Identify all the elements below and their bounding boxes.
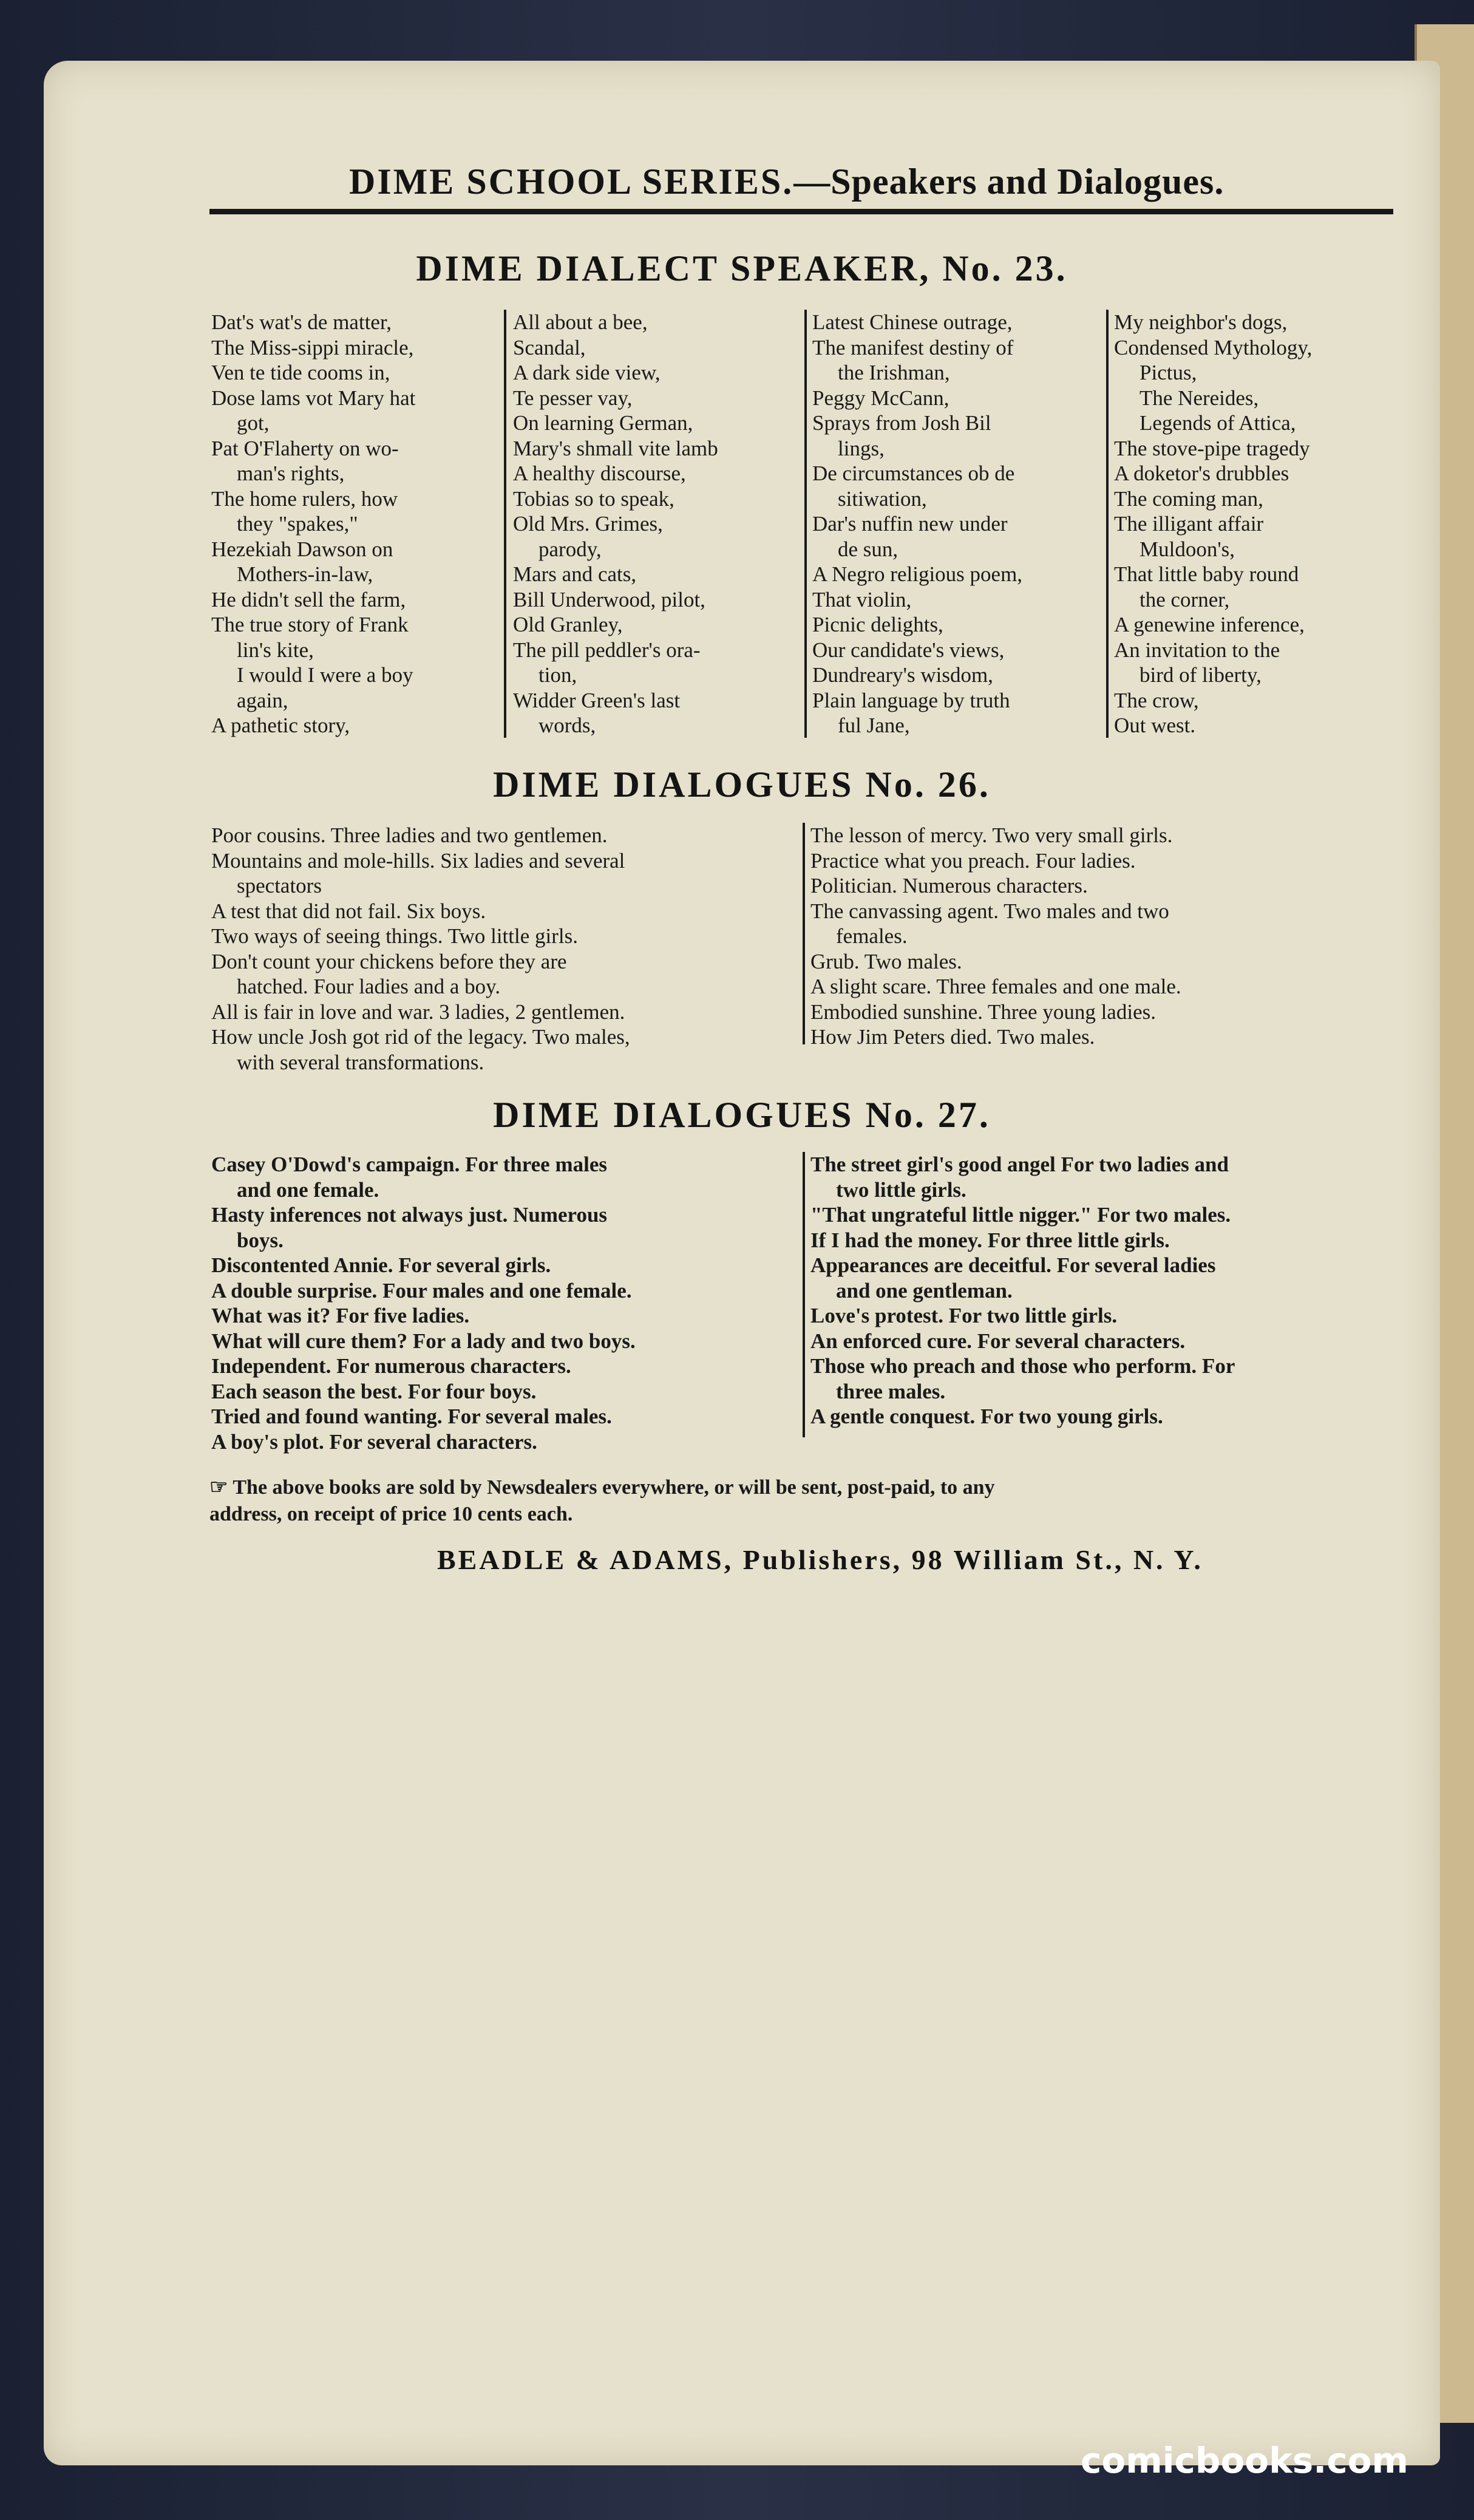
section-title: DIME DIALOGUES No. 26.	[493, 765, 991, 805]
dialogues-27-column-1	[211, 1152, 636, 1454]
catalog-entry: Embodied sunshine. Three young ladies.	[810, 999, 1156, 1024]
catalog-entry: An enforced cure. For several characters.	[810, 1329, 1186, 1353]
column-divider	[803, 1152, 805, 1437]
catalog-entry: A pathetic story,	[211, 713, 350, 737]
catalog-entry: The Miss-sippi miracle,	[211, 335, 414, 359]
catalog-entry: Peggy McCann,	[812, 386, 949, 410]
catalog-entry: Hasty inferences not always just. Numerous	[211, 1203, 608, 1227]
catalog-entry: The coming man,	[1114, 486, 1263, 511]
catalog-entry: man's rights,	[237, 461, 345, 485]
catalog-entry: Widder Green's last	[513, 688, 681, 712]
catalog-entry: The lesson of mercy. Two very small girls.	[810, 823, 1173, 847]
catalog-entry: Te pesser vay,	[513, 386, 633, 410]
catalog-entry: The pill peddler's ora-	[513, 638, 701, 662]
catalog-entry: The true story of Frank	[211, 613, 409, 636]
page-header	[349, 161, 1260, 203]
catalog-entry: Discontented Annie. For several girls.	[211, 1253, 551, 1277]
ordering-note	[209, 1474, 1393, 1528]
section-title: DIME DIALECT SPEAKER, No. 23.	[416, 248, 1068, 288]
catalog-entry: What will cure them? For a lady and two boys.	[211, 1329, 636, 1353]
catalog-entry: Appearances are deceitful. For several ladies	[810, 1253, 1216, 1277]
catalog-entry: Scandal,	[513, 335, 586, 359]
catalog-entry: Plain language by truth	[812, 688, 1010, 712]
catalog-entry: All about a bee,	[513, 310, 648, 334]
catalog-entry: Dar's nuffin new under	[812, 512, 1008, 536]
dialogues-26-column-2	[810, 823, 1181, 1050]
catalog-entry: A slight scare. Three females and one male.	[810, 975, 1181, 998]
catalog-entry: Each season the best. For four boys.	[211, 1379, 537, 1403]
catalog-entry: Dundreary's wisdom,	[812, 663, 993, 687]
catalog-entry: Mary's shmall vite lamb	[513, 436, 718, 460]
catalog-entry: again,	[237, 688, 288, 712]
catalog-entry: spectators	[237, 874, 322, 897]
catalog-entry: De circumstances ob de	[812, 461, 1015, 485]
catalog-entry: A Negro religious poem,	[812, 562, 1023, 586]
catalog-entry: Practice what you preach. Four ladies.	[810, 848, 1136, 873]
catalog-entry: Picnic delights,	[812, 613, 943, 636]
catalog-entry: got,	[237, 411, 270, 435]
catalog-entry: All is fair in love and war. 3 ladies, 2 gentlemen.	[211, 999, 625, 1024]
catalog-entry: Don't count your chickens before they are	[211, 949, 567, 973]
catalog-entry: Ven te tide cooms in,	[211, 361, 390, 384]
catalog-entry: lings,	[838, 436, 885, 460]
dialogues-27-column-2	[810, 1152, 1235, 1429]
catalog-entry: Latest Chinese outrage,	[812, 310, 1013, 334]
catalog-entry: parody,	[538, 537, 602, 561]
catalog-entry: Dat's wat's de matter,	[211, 310, 392, 334]
catalog-entry: My neighbor's dogs,	[1114, 310, 1288, 334]
catalog-entry: A gentle conquest. For two young girls.	[810, 1405, 1163, 1428]
catalog-entry: they "spakes,"	[237, 512, 358, 536]
catalog-entry: Poor cousins. Three ladies and two gentlemen.	[211, 823, 608, 847]
section-title: DIME DIALOGUES No. 27.	[493, 1095, 991, 1135]
publisher-imprint: BEADLE & ADAMS, Publishers, 98 William St., N. Y.	[437, 1544, 1203, 1575]
catalog-entry: ful Jane,	[838, 713, 910, 737]
catalog-entry: If I had the money. For three little girls.	[810, 1228, 1170, 1252]
speaker-column-3	[812, 310, 1022, 738]
catalog-entry: two little girls.	[836, 1177, 966, 1202]
catalog-entry: How Jim Peters died. Two males.	[810, 1025, 1095, 1049]
catalog-entry: Legends of Attica,	[1139, 411, 1296, 435]
catalog-entry: On learning German,	[513, 411, 693, 435]
catalog-entry: Pat O'Flaherty on wo-	[211, 436, 399, 460]
catalog-entry: the Irishman,	[838, 361, 950, 384]
catalog-entry: Politician. Numerous characters.	[810, 874, 1088, 897]
catalog-entry: A double surprise. Four males and one female.	[211, 1278, 632, 1303]
catalog-entry: the corner,	[1139, 587, 1230, 611]
series-subtitle: —Speakers and Dialogues.	[793, 162, 1224, 202]
catalog-entry: Old Granley,	[513, 613, 623, 636]
catalog-entry: Mountains and mole-hills. Six ladies and several	[211, 848, 625, 873]
catalog-entry: What was it? For five ladies.	[211, 1304, 470, 1327]
catalog-entry: Love's protest. For two little girls.	[810, 1304, 1118, 1327]
catalog-entry: How uncle Josh got rid of the legacy. Two males,	[211, 1025, 630, 1049]
catalog-entry: That little baby round	[1114, 562, 1299, 586]
catalog-entry: A boy's plot. For several characters.	[211, 1429, 537, 1454]
catalog-entry: A genewine inference,	[1114, 613, 1305, 636]
catalog-entry: females.	[836, 924, 908, 948]
catalog-entry: The crow,	[1114, 688, 1199, 712]
column-divider	[803, 823, 805, 1044]
catalog-entry: and one gentleman.	[836, 1278, 1013, 1303]
catalog-entry: Tobias so to speak,	[513, 486, 674, 511]
catalog-entry: hatched. Four ladies and a boy.	[237, 975, 501, 998]
catalog-entry: "That ungrateful little nigger." For two males.	[810, 1203, 1231, 1227]
catalog-entry: Tried and found wanting. For several males.	[211, 1405, 612, 1428]
site-watermark: comicbooks.com	[1081, 2440, 1408, 2481]
catalog-entry: three males.	[836, 1379, 946, 1403]
catalog-entry: and one female.	[237, 1177, 379, 1202]
catalog-entry: The street girl's good angel For two ladies and	[810, 1153, 1229, 1176]
catalog-entry: bird of liberty,	[1139, 663, 1262, 687]
catalog-entry: The stove-pipe tragedy	[1114, 436, 1310, 460]
catalog-entry: sitiwation,	[838, 486, 927, 511]
catalog-entry: Grub. Two males.	[810, 949, 962, 973]
column-divider	[804, 310, 807, 738]
catalog-entry: Dose lams vot Mary hat	[211, 386, 416, 410]
catalog-entry: Our candidate's views,	[812, 638, 1005, 662]
ordering-note-line-1: ☞ The above books are sold by Newsdealers everywhere, or will be sent, post-paid, to any	[209, 1476, 995, 1499]
series-title: DIME SCHOOL SERIES.	[349, 162, 794, 202]
catalog-entry: Pictus,	[1139, 361, 1197, 384]
catalog-entry: boys.	[237, 1228, 284, 1252]
catalog-entry: Muldoon's,	[1139, 537, 1235, 561]
catalog-entry: I would I were a boy	[237, 663, 413, 687]
catalog-entry: Condensed Mythology,	[1114, 335, 1313, 359]
catalog-entry: A test that did not fail. Six boys.	[211, 899, 486, 923]
catalog-entry: Mothers-in-law,	[237, 562, 373, 586]
catalog-entry: Mars and cats,	[513, 562, 637, 586]
catalog-entry: Bill Underwood, pilot,	[513, 587, 705, 611]
catalog-entry: with several transformations.	[237, 1050, 484, 1074]
speaker-column-2	[513, 310, 718, 738]
ordering-note-line-2: address, on receipt of price 10 cents each.	[209, 1503, 573, 1525]
catalog-entry: The Nereides,	[1139, 386, 1259, 410]
catalog-entry: A doketor's drubbles	[1114, 461, 1289, 485]
catalog-entry: Old Mrs. Grimes,	[513, 512, 663, 536]
header-rule	[209, 209, 1393, 214]
catalog-entry: de sun,	[838, 537, 898, 561]
catalog-entry: lin's kite,	[237, 638, 314, 662]
catalog-entry: The illigant affair	[1114, 512, 1264, 536]
catalog-entry: Casey O'Dowd's campaign. For three males	[211, 1153, 607, 1176]
catalog-entry: words,	[538, 713, 596, 737]
catalog-entry: tion,	[538, 663, 577, 687]
catalog-entry: Out west.	[1114, 713, 1196, 737]
speaker-column-4	[1114, 310, 1312, 738]
catalog-entry: A healthy discourse,	[513, 461, 686, 485]
catalog-entry: Sprays from Josh Bil	[812, 411, 991, 435]
catalog-entry: He didn't sell the farm,	[211, 587, 406, 611]
column-divider	[1106, 310, 1109, 738]
speaker-column-1	[211, 310, 415, 738]
catalog-entry: An invitation to the	[1114, 638, 1280, 662]
dialogues-26-column-1	[211, 823, 630, 1075]
catalog-entry: Two ways of seeing things. Two little girls.	[211, 924, 578, 948]
catalog-entry: The manifest destiny of	[812, 335, 1014, 359]
catalog-entry: Hezekiah Dawson on	[211, 537, 393, 561]
catalog-entry: A dark side view,	[513, 361, 661, 384]
catalog-entry: Independent. For numerous characters.	[211, 1354, 571, 1378]
catalog-entry: The canvassing agent. Two males and two	[810, 899, 1169, 923]
catalog-entry: Those who preach and those who perform. For	[810, 1354, 1235, 1378]
catalog-entry: The home rulers, how	[211, 486, 398, 511]
column-divider	[504, 310, 506, 738]
catalog-entry: That violin,	[812, 587, 912, 611]
